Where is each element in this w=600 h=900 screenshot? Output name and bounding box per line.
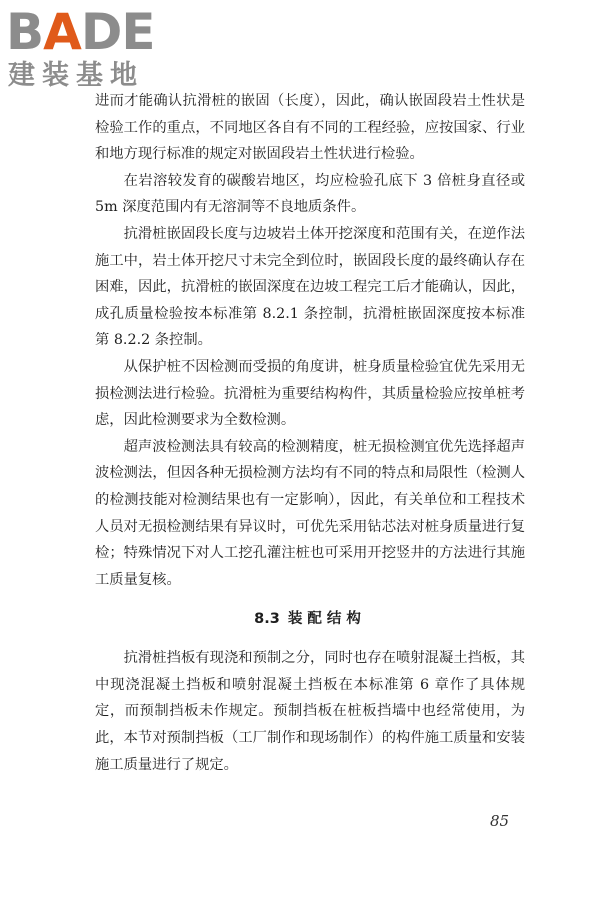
logo-subtitle: 建装基地	[8, 60, 144, 91]
paragraph-embedment-length: 抗滑桩嵌固段长度与边坡岩土体开挖深度和范围有关，在逆作法施工中，岩土体开挖尺寸未完全到位时，嵌固段长度的最终确认存在困难，因此，抗滑桩的嵌固深度在边坡工程完工后才能确认，因此，成孔质量检验按本标准第 8.2.1 条控制，抗滑桩嵌固深度按本标准第 8.2.2 条控制。	[95, 225, 525, 349]
paragraph-retaining-plates: 抗滑桩挡板有现浇和预制之分，同时也存在喷射混凝土挡板，其中现浇混凝土挡板和喷射混凝土挡板在本标准第 6 章作了具体规定，而预制挡板未作规定。预制挡板在桩板挡墙中也经常使用，为此，本节对预制挡板（工厂制作和现场制作）的构件施工质量和安装施工质量进行了规定。	[95, 650, 525, 773]
logo-wordmark	[6, 4, 155, 60]
page-number: 85	[490, 812, 510, 830]
paragraph-karst: 在岩溶较发育的碳酸岩地区，均应检验孔底下 3 倍桩身直径或 5m 深度范围内有无溶洞等不良地质条件。	[95, 172, 525, 216]
logo-letter-a-accent: A	[43, 3, 81, 61]
paragraph-continued: 进而才能确认抗滑桩的嵌固（长度），因此，确认嵌固段岩土性状是检验工作的重点，不同地区各自有不同的工程经验，应按国家、行业和地方现行标准的规定对嵌固段岩土性状进行检验。	[95, 93, 525, 163]
section-heading	[95, 607, 525, 631]
section-number: 8.3	[254, 611, 280, 628]
bade-logo	[6, 4, 176, 96]
paragraph-nondestructive-testing: 从保护桩不因检测而受损的角度讲，桩身质量检验宜优先采用无损检测法进行检验。抗滑桩为重要结构构件，其质量检验应按单桩考虑，因此检测要求为全数检测。	[95, 358, 525, 429]
paragraph-ultrasonic-testing: 超声波检测法具有较高的检测精度，桩无损检测宜优先选择超声波检测法，但因各种无损检测方法均有不同的特点和局限性（检测人的检测技能对检测结果也有一定影响），因此，有关单位和工程技术人员对无损检测结果有异议时，可优先采用钻芯法对桩身质量进行复检；特殊情况下对人工挖孔灌注桩也可采用开挖竖井的方法进行其施工质量复核。	[95, 438, 525, 588]
section-title: 装配结构	[287, 611, 366, 628]
logo-letter-b: B	[6, 3, 44, 61]
page-body	[95, 88, 525, 778]
logo-letters-de: DE	[80, 3, 155, 61]
